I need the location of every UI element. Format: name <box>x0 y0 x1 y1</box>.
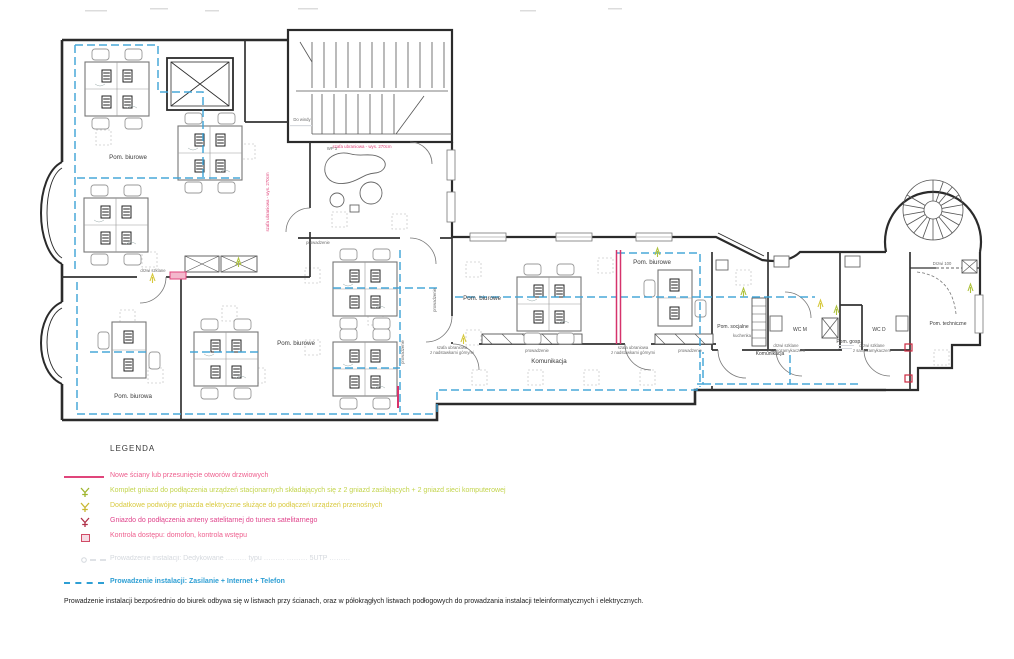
room-label-wcm: WC M <box>793 327 807 333</box>
annotation: WP 3 <box>326 146 338 151</box>
annotation: z samozamykaczem <box>853 348 891 353</box>
installation-routing <box>75 45 860 414</box>
annotation: prowadzenie <box>306 240 330 245</box>
annotation: prowadzenie <box>525 348 549 353</box>
outer-walls <box>41 30 981 420</box>
annotation: szafa ubraniowa - wys. 270cm <box>332 144 392 149</box>
legend-note: Prowadzenie instalacji bezpośrednio do biurek odbywa się w listwach przy ścianach, oraz w półokrągłych listwach podłogowych do prowadzania instalacji teleinformatycznych i elektrycznych. <box>64 598 644 605</box>
room-label-biurowa: Pom. biurowa <box>114 393 152 400</box>
reception-desk <box>325 153 385 212</box>
room-label-biurowe-2: Pom. biurowe <box>277 340 315 347</box>
legend-row-label: Prowadzenie instalacji: Zasilanie + Internet + Telefon <box>110 578 285 585</box>
desk-cluster <box>178 113 242 193</box>
room-label-komunikacja-2: Komunikacja <box>755 351 785 357</box>
legend-row-label: Komplet gniazd do podłączenia urządzeń stacjonarnych składających się z 2 gniazd zasilających + 2 gniazd sieci komputerowej <box>110 487 506 494</box>
room-label-gosp: Pom. gosp. <box>836 339 862 345</box>
elevator <box>167 58 233 110</box>
annotation: drzwi szklane <box>140 268 166 273</box>
room-label-biurowe-3: Pom. biurowe <box>463 295 501 302</box>
legend-row-label: Nowe ściany lub przesunięcie otworów drzwiowych <box>110 472 269 479</box>
room-label-socjalne: Pom. socjalne <box>717 324 749 330</box>
legend-row-label: Gniazdo do podłączenia anteny satelitarnej do tunera satelitarnego <box>110 517 318 524</box>
annotation: drzwi szklane <box>773 343 799 348</box>
room-label-biurowe-4: Pom. biurowe <box>633 259 671 266</box>
legend-row-label: Dodatkowe podwójne gniazda elektryczne służące do podłączeń urządzeń przenośnych <box>110 502 383 509</box>
desk-cluster <box>517 264 581 344</box>
annotation: kuchenka <box>733 333 751 338</box>
annotation: szafa ubraniowa <box>436 345 468 350</box>
desk-cluster <box>333 329 397 409</box>
annotation: szafa ubraniowa - wys. 270cm <box>265 172 270 232</box>
annotation: z nadstawkami górnymi <box>430 350 474 355</box>
spiral-staircase <box>903 180 963 240</box>
room-label-biurowe-1: Pom. biurowe <box>109 154 147 161</box>
legend-row-label: Kontrola dostępu: domofon, kontrola wstępu <box>110 532 247 539</box>
desk-cluster <box>644 270 706 326</box>
room-label-wcd: WC D <box>872 327 886 333</box>
desk-cluster <box>333 249 397 329</box>
access-control-marker <box>905 375 912 382</box>
legend-row-label: Prowadzenie instalacji: Dedykowane ……… typu ……… ……… 5UTP ……… <box>110 555 351 562</box>
annotation: szafa ubraniowa <box>617 345 649 350</box>
wc-fixtures <box>716 256 908 331</box>
desk-cluster <box>98 322 160 378</box>
annotation: z nadstawkami górnymi <box>611 350 655 355</box>
annotation: Do windy <box>293 117 311 122</box>
annotation: prowadzenie <box>678 348 702 353</box>
room-label-techniczne: Pom. techniczne <box>929 321 967 327</box>
annotation: drzwi szklane <box>859 343 885 348</box>
desk-cluster <box>194 319 258 399</box>
annotation: prowadzenie <box>432 288 437 312</box>
annotation: Drzwi 100 <box>932 261 952 266</box>
legend-title: LEGENDA <box>110 444 156 453</box>
stairwell <box>296 42 452 134</box>
scan-artifacts <box>85 8 622 12</box>
annotation: z samozamykaczem <box>767 348 805 353</box>
room-label-komunikacja: Komunikacja <box>531 358 567 365</box>
desk-cluster <box>84 185 148 265</box>
desk-cluster <box>85 49 149 129</box>
annotation: prowadzenie <box>400 340 405 364</box>
